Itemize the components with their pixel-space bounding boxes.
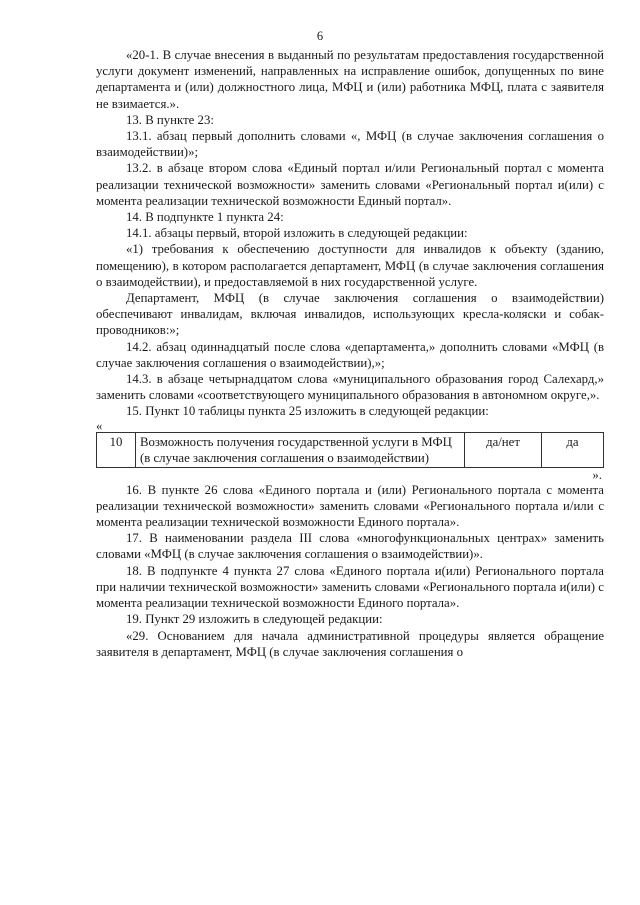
paragraph-29: «29. Основанием для начала административной процедуры является обращение заявителя в департамент, МФЦ (в случае заключения соглашения о — [96, 628, 604, 659]
paragraph-department: Департамент, МФЦ (в случае заключения соглашения о взаимодействии) обеспечивают инвалидам, включая инвалидов, использующих кресла-коляски и собак-проводников:»; — [96, 291, 604, 338]
paragraph-14-2: 14.2. абзац одиннадцатый после слова «департамента,» дополнить словами «МФЦ (в случае заключения соглашения о взаимодействии),»; — [96, 339, 604, 370]
paragraph-13: 13. В пункте 23: — [126, 112, 214, 127]
paragraph-20-1: «20-1. В случае внесения в выданный по результатам предоставления государственной услуги документ изменений, направленных на исправление ошибок, допущенных по вине департамента и (или) должностного лица, МФЦ и (или) работника МФЦ, плата с заявителя не взимается.». — [96, 48, 604, 111]
page-number: 6 — [316, 29, 324, 43]
table-close-quote: ». — [592, 467, 602, 482]
table-cell-option: да/нет — [465, 432, 542, 467]
paragraph-19: 19. Пункт 29 изложить в следующей редакции: — [126, 612, 383, 627]
paragraph-13-2: 13.2. в абзаце втором слова «Единый портал и/или Региональный портал с момента реализации технической возможности» заменить словами «Региональный портал и(или) с момента реализации технической возможности Единый портал». — [96, 161, 604, 208]
paragraph-13-1: 13.1. абзац первый дополнить словами «, МФЦ (в случае заключения соглашения о взаимодействии)»; — [96, 129, 604, 160]
paragraph-17: 17. В наименовании раздела III слова «многофункциональных центрах» заменить словами «МФЦ (в случае заключения соглашения о взаимодействии)». — [96, 531, 604, 562]
document-body — [96, 47, 604, 660]
paragraph-14-1: 14.1. абзацы первый, второй изложить в следующей редакции: — [126, 226, 468, 241]
paragraph-14: 14. В подпункте 1 пункта 24: — [126, 210, 284, 225]
table-cell-number: 10 — [97, 432, 136, 467]
paragraph-14-3: 14.3. в абзаце четырнадцатом слова «муниципального образования город Салехард,» заменить словами «соответствующего муниципального образования в автономном округе,». — [96, 372, 604, 403]
paragraph-18: 18. В подпункте 4 пункта 27 слова «Единого портала и(или) Регионального портала при наличии технической возможности» заменить словами «Регионального портала и(или) с момента реализации технической возможности Единого портала». — [96, 563, 604, 611]
paragraph-14-1-item-1: «1) требования к обеспечению доступности для инвалидов к объекту (зданию, помещению), в котором располагается департамент, МФЦ (в случае заключения соглашения о взаимодействии), и предоставляемой в них государственной услуге. — [96, 242, 604, 289]
table-cell-description: Возможность получения государственной услуги в МФЦ (в случае заключения соглашения о взаимодействии) — [136, 432, 465, 467]
table-row — [97, 432, 604, 467]
paragraph-16: 16. В пункте 26 слова «Единого портала и (или) Регионального портала с момента реализации технической возможности» заменить словами «Регионального портала и/или с момента реализации технической возможности Единого портала». — [96, 482, 604, 530]
table-item-10 — [96, 432, 604, 468]
table-open-quote: « — [96, 418, 103, 433]
paragraph-15: 15. Пункт 10 таблицы пункта 25 изложить в следующей редакции: — [126, 404, 489, 419]
table-cell-value: да — [542, 432, 604, 467]
